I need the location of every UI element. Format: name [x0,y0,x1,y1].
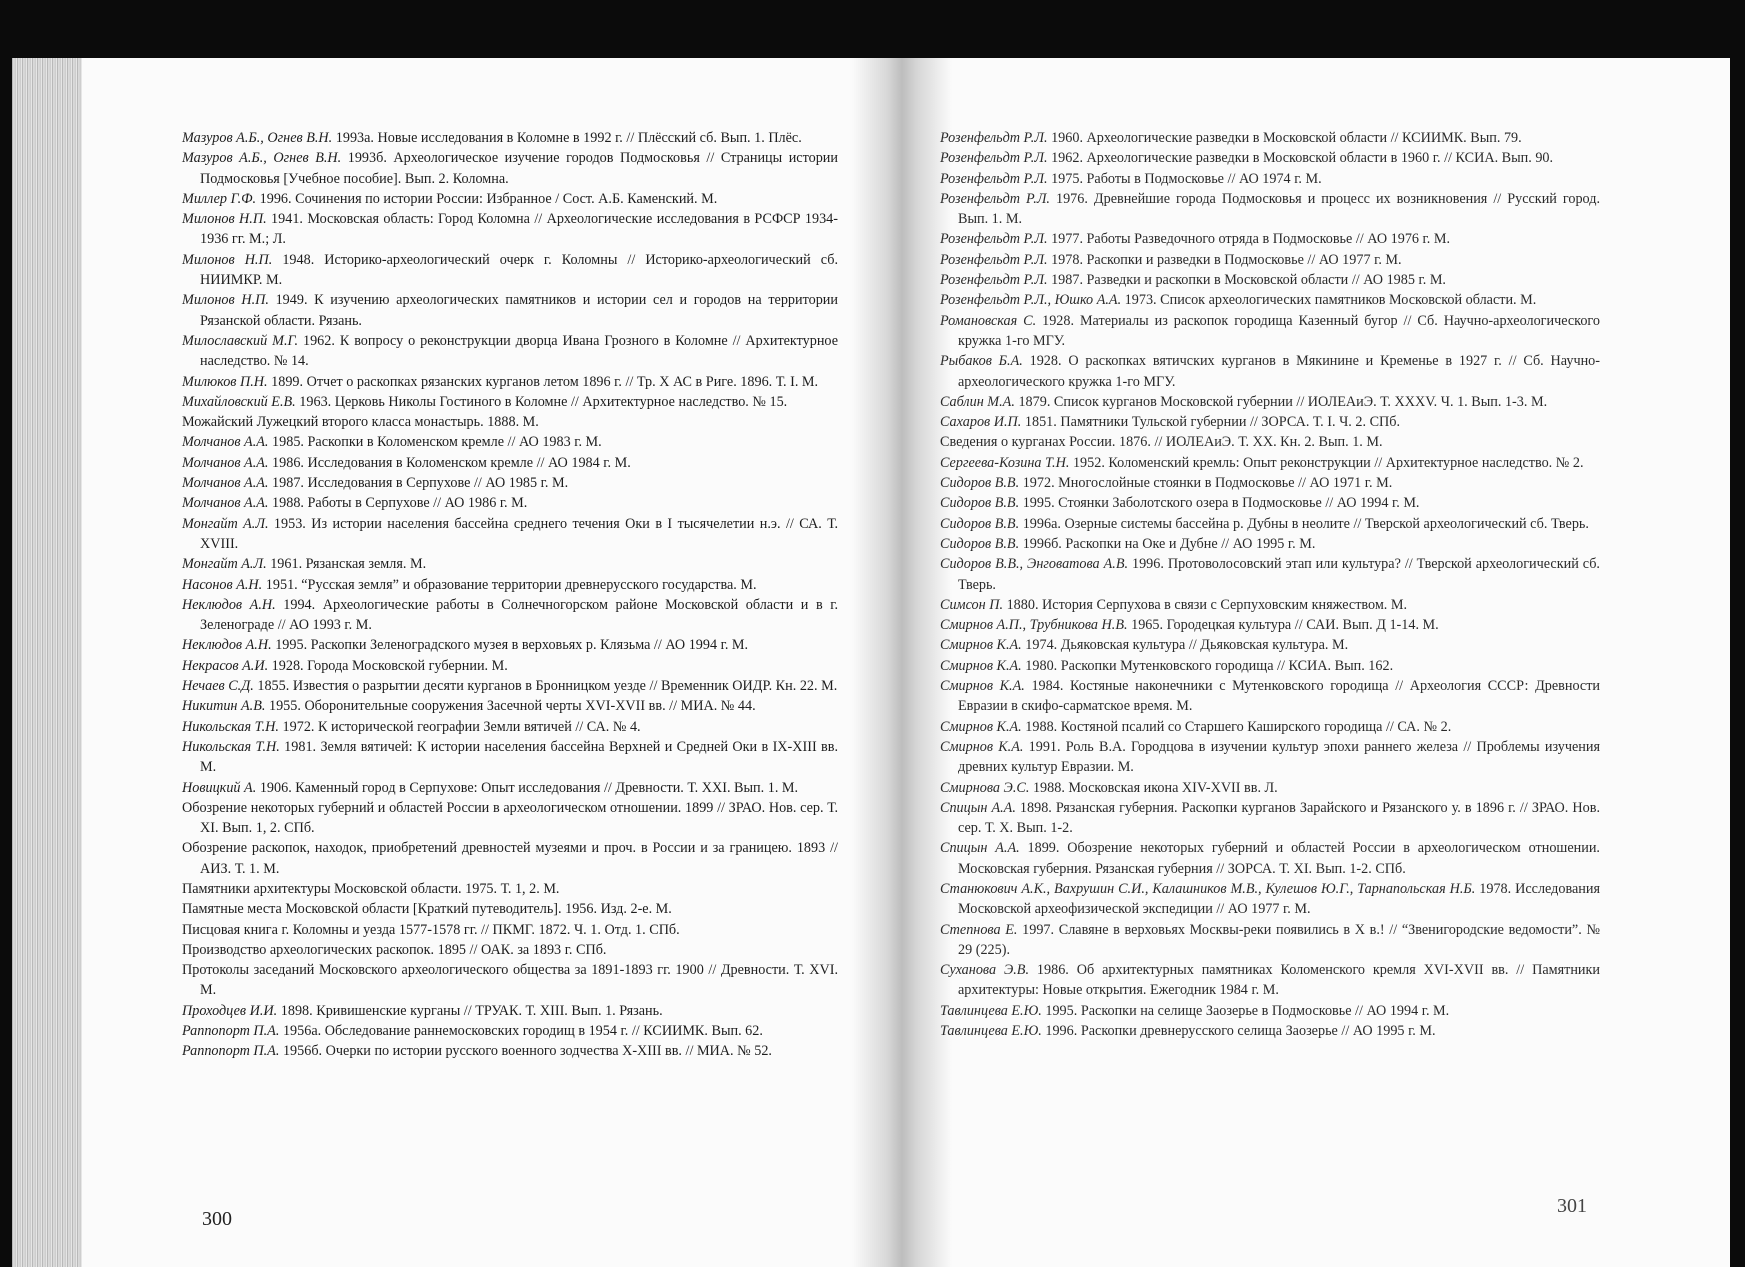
bibliography-entry [940,514,1600,534]
open-book [12,58,1730,1267]
entry-author: Сидоров В.В. [940,535,1020,552]
bibliography-entry [940,250,1600,270]
entry-author: Монгайт А.Л. [182,515,269,532]
bibliography-entry [182,412,838,432]
entry-author: Смирнов К.А. [940,678,1025,695]
entry-author: Розенфельдт Р.Л. [940,170,1048,187]
bibliography-entry [182,879,838,899]
entry-author: Сидоров В.В. [940,475,1020,492]
bibliography-entry [182,392,838,412]
entry-text: 1953. Из истории населения бассейна среднего течения Оки в I тысячелетии н.э. // СА. Т. XVIII. [200,515,838,552]
bibliography-entry [182,554,838,574]
entry-text: 1906. Каменный город в Серпухове: Опыт исследования // Древности. Т. XXI. Вып. 1. М. [256,779,799,796]
bibliography-entry [940,311,1600,352]
entry-text: 1991. Роль В.А. Городцова в изучении культур эпохи раннего железа // Проблемы изучения древних культур Евразии. М. [958,738,1600,776]
entry-author: Розенфельдт Р.Л. [940,251,1048,268]
bibliography-entry [940,676,1600,717]
entry-text: 1977. Работы Разведочного отряда в Подмосковье // АО 1976 г. М. [1047,231,1451,248]
entry-author: Сидоров В.В. [940,495,1020,512]
bibliography-entry [182,717,838,737]
entry-text: 1972. Многослойные стоянки в Подмосковье // АО 1971 г. М. [1019,475,1393,492]
bibliography-entry [182,189,838,209]
bibliography-entry [940,229,1600,249]
entry-author: Никольская Т.Н. [182,738,280,755]
entry-text: 1987. Исследования в Серпухове // АО 1985 г. М. [268,475,569,492]
entry-text: 1987. Разведки и раскопки в Московской области // АО 1985 г. М. [1047,272,1446,289]
entry-author: Насонов А.Н. [182,576,263,593]
bibliography-entry [940,270,1600,290]
entry-author: Мазуров А.Б., Огнев В.Н. [182,130,333,146]
bibliography-entry [182,656,838,676]
bibliography-entry [940,595,1600,615]
entry-author: Раппопорт П.А. [182,1023,280,1040]
entry-text: 1956а. Обследование раннемосковских городищ в 1954 г. // КСИИМК. Вып. 62. [279,1023,763,1040]
bibliography-entry [182,798,838,839]
entry-author: Милославский М.Г. [182,332,299,349]
entry-author: Тавлинцева Е.Ю. [940,1023,1042,1040]
entry-author: Спицын А.А. [940,840,1020,857]
entry-author: Неклюдов А.Н. [182,637,272,654]
entry-author: Сидоров В.В., Энговатова А.В. [940,556,1129,573]
bibliography-entry [182,940,838,960]
bibliography-entry [182,148,838,189]
entry-author: Сахаров И.П. [940,414,1022,431]
entry-text: 1949. К изучению археологических памятников и истории сел и городов на территории Рязанской области. Рязань. [200,292,838,329]
entry-text: 1996б. Раскопки на Оке и Дубне // АО 1995 г. М. [1019,535,1316,552]
bibliography-entry [940,412,1600,432]
bibliography-entry [182,960,838,1001]
bibliography-entry [940,920,1600,961]
bibliography-entry [182,575,838,595]
page-number-right: 301 [1557,1195,1587,1217]
entry-text: Производство археологических раскопок. 1895 // ОАК. за 1893 г. СПб. [182,941,607,958]
bibliography-entry [182,250,838,291]
entry-text: 1879. Список курганов Московской губернии // ИОЛЕАиЭ. Т. XXXV. Ч. 1. Вып. 1-3. М. [1014,393,1548,410]
entry-text: 1928. Города Московской губернии. М. [268,657,508,674]
entry-text: 1963. Церковь Николы Гостиного в Коломне // Архитектурное наследство. № 15. [295,393,788,410]
entry-author: Молчанов А.А. [182,475,269,492]
entry-text: Памятники архитектуры Московской области. 1975. Т. 1, 2. М. [182,880,560,897]
bibliography-entry [940,656,1600,676]
entry-author: Симсон П. [940,596,1004,613]
entry-text: Протоколы заседаний Московского археологического общества за 1891-1893 гг. 1900 // Древности. Т. XVI. М. [182,962,838,999]
entry-text: 1995. Стоянки Заболотского озера в Подмосковье // АО 1994 г. М. [1019,495,1420,512]
entry-text: 1948. Историко-археологический очерк г. Коломны // Историко-археологический сб. НИИМКР. М. [200,251,838,289]
entry-author: Тавлинцева Е.Ю. [940,1002,1042,1019]
entry-author: Романовская С. [940,312,1037,329]
entry-text: Писцовая книга г. Коломны и уезда 1577-1578 гг. // ПКМГ. 1872. Ч. 1. Отд. 1. СПб. [182,921,680,938]
bibliography-entry [182,595,838,636]
entry-text: 1995. Раскопки Зеленоградского музея в верховьях р. Клязьма // АО 1994 г. М. [271,637,749,654]
entry-text: 1960. Археологические разведки в Московской области // КСИИМК. Вып. 79. [1047,130,1522,146]
book-gutter [852,58,952,1267]
bibliography-entry [940,453,1600,473]
entry-author: Некрасов А.И. [182,657,269,674]
bibliography-entry [182,778,838,798]
entry-text: 1973. Список археологических памятников Московской области. М. [1121,292,1537,309]
bibliography-entry [182,493,838,513]
entry-text: 1996а. Озерные системы бассейна р. Дубны в неолите // Тверской археологический сб. Тверь. [1019,515,1589,532]
entry-author: Розенфельдт Р.Л. [940,272,1048,289]
entry-text: 1985. Раскопки в Коломенском кремле // АО 1983 г. М. [268,434,602,451]
bibliography-entry [940,879,1600,920]
bibliography-entry [940,189,1600,230]
entry-text: 1994. Археологические работы в Солнечногорском районе Московской области и в г. Зеленограде // АО 1993 г. М. [200,596,838,634]
entry-text: Обозрение некоторых губерний и областей России в археологическом отношении. 1899 // ЗРАО. Нов. сер. Т. XI. Вып. 1, 2. СПб. [182,799,838,837]
entry-text: 1898. Кривишенские курганы // ТРУАК. Т. XIII. Вып. 1. Рязань. [277,1002,663,1019]
bibliography-entry [182,838,838,879]
entry-author: Милонов Н.П. [182,292,269,309]
page-edges [12,58,82,1267]
entry-text: 1978. Раскопки и разведки в Подмосковье // АО 1977 г. М. [1047,251,1402,268]
bibliography-entry [182,899,838,919]
entry-author: Михайловский Е.В. [182,393,296,410]
right-page-bibliography [940,128,1600,1041]
entry-author: Сергеева-Козина Т.Н. [940,454,1070,471]
entry-text: 1962. К вопросу о реконструкции дворца Ивана Грозного в Коломне // Архитектурное наследство. № 14. [200,332,838,370]
entry-author: Рыбаков Б.А. [940,353,1023,370]
entry-author: Смирнов К.А. [940,657,1022,674]
entry-author: Станюкович А.К., Вахрушин С.И., Калашников М.В., Кулешов Ю.Г., Тарнапольская Н.Б. [940,880,1476,897]
entry-author: Молчанов А.А. [182,434,269,451]
bibliography-entry [182,696,838,716]
entry-text: 1855. Известия о разрытии десяти курганов в Бронницком уезде // Временник ОИДР. Кн. 22. М. [253,678,838,695]
entry-text: 1899. Обозрение некоторых губерний и областей России в археологическом отношении. Московская губерния. Рязанская губерния // ЗОРСА. Т. XI. Вып. 1-2. СПб. [958,840,1600,877]
entry-text: 1996. Сочинения по истории России: Избранное / Сост. А.Б. Каменский. М. [256,190,718,207]
entry-author: Никитин А.В. [182,698,266,715]
bibliography-entry [940,717,1600,737]
entry-author: Проходцев И.И. [182,1002,278,1019]
entry-text: 1961. Рязанская земля. М. [266,556,427,573]
entry-text: 1975. Работы в Подмосковье // АО 1974 г. М. [1047,170,1322,187]
entry-text: 1928. Материалы из раскопок городища Казенный бугор // Сб. Научно-археологического кружка 1-го МГУ. [958,312,1600,349]
entry-text: 1955. Оборонительные сооружения Засечной черты XVI-XVII вв. // МИА. № 44. [265,698,756,715]
entry-text: Можайский Лужецкий второго класса монастырь. 1888. М. [182,414,539,431]
entry-text: Обозрение раскопок, находок, приобретений древностей музеями и проч. в России и за границею. 1893 // АИЗ. Т. 1. М. [182,840,838,877]
entry-author: Сидоров В.В. [940,515,1020,532]
entry-text: Памятные места Московской области [Краткий путеводитель]. 1956. Изд. 2-е. М. [182,901,672,918]
entry-author: Молчанов А.А. [182,454,269,471]
bibliography-entry [182,209,838,250]
entry-text: 1880. История Серпухова в связи с Серпуховским княжеством. М. [1003,596,1408,613]
bibliography-entry [940,554,1600,595]
bibliography-entry [940,493,1600,513]
entry-author: Смирнова Э.С. [940,779,1030,796]
left-page-bibliography [182,128,838,1062]
entry-text: 1952. Коломенский кремль: Опыт реконструкции // Архитектурное наследство. № 2. [1069,454,1584,471]
bibliography-entry [182,331,838,372]
entry-text: 1986. Об архитектурных памятниках Коломенского кремля XVI-XVII вв. // Памятники архитектуры: Новые открытия. Ежегодник 1984 г. М. [958,962,1600,999]
bibliography-entry [940,351,1600,392]
bibliography-entry [940,778,1600,798]
entry-text: 1965. Городецкая культура // САИ. Вып. Д 1-14. М. [1127,617,1439,634]
entry-text: 1988. Костяной псалий со Старшего Каширского городища // СА. № 2. [1021,718,1452,735]
bibliography-entry [940,148,1600,168]
entry-author: Спицын А.А. [940,799,1016,816]
entry-text: 1941. Московская область: Город Коломна // Археологические исследования в РСФСР 1934-1936 гг. М.; Л. [200,211,838,248]
entry-author: Суханова Э.В. [940,962,1030,979]
entry-author: Смирнов А.П., Трубникова Н.В. [940,617,1128,634]
bibliography-entry [182,635,838,655]
bibliography-entry [940,169,1600,189]
entry-author: Милонов Н.П. [182,211,267,228]
entry-author: Саблин М.А. [940,393,1015,410]
entry-text: 1996. Раскопки древнерусского селища Заозерье // АО 1995 г. М. [1041,1023,1436,1040]
entry-text: 1993а. Новые исследования в Коломне в 1992 г. // Плёсский сб. Вып. 1. Плёс. [332,130,802,146]
bibliography-entry [940,128,1600,148]
entry-text: 1956б. Очерки по истории русского военного зодчества X-XIII вв. // МИА. № 52. [279,1043,772,1060]
entry-author: Монгайт А.Л. [182,556,267,573]
bibliography-entry [940,1001,1600,1021]
entry-author: Смирнов К.А. [940,637,1022,654]
entry-author: Никольская Т.Н. [182,718,279,735]
entry-text: 1993б. Археологическое изучение городов Подмосковья // Страницы истории Подмосковья [Учебное пособие]. Вып. 2. Коломна. [200,150,838,187]
entry-author: Нечаев С.Д. [182,678,254,695]
entry-text: 1995. Раскопки на селище Заозерье в Подмосковье // АО 1994 г. М. [1041,1002,1450,1019]
bibliography-entry [940,432,1600,452]
bibliography-entry [940,838,1600,879]
entry-author: Смирнов К.А. [940,718,1022,735]
bibliography-entry [940,473,1600,493]
bibliography-entry [940,960,1600,1001]
entry-text: 1996. Протоволосовский этап или культура? // Тверской археологический сб. Тверь. [958,556,1600,593]
bibliography-entry [182,514,838,555]
entry-text: 1974. Дьяковская культура // Дьяковская культура. М. [1021,637,1349,654]
entry-author: Милюков П.Н. [182,373,268,390]
entry-text: 1980. Раскопки Мутенковского городища // КСИА. Вып. 162. [1021,657,1394,674]
bibliography-entry [182,920,838,940]
entry-author: Миллер Г.Ф. [182,190,257,207]
bibliography-entry [182,128,838,148]
entry-author: Степнова Е. [940,921,1018,938]
bibliography-entry [940,392,1600,412]
entry-author: Мазуров А.Б., Огнев В.Н. [182,150,342,167]
bibliography-entry [940,798,1600,839]
entry-text: 1928. О раскопках вятичских курганов в Мякинине и Кременье в 1927 г. // Сб. Научно-археологического кружка 1-го МГУ. [958,353,1600,390]
entry-author: Розенфельдт Р.Л. [940,150,1048,167]
entry-author: Смирнов К.А. [940,738,1024,755]
entry-author: Новицкий А. [182,779,257,796]
entry-author: Розенфельдт Р.Л. [940,130,1048,146]
entry-text: 1988. Московская икона XIV-XVII вв. Л. [1029,779,1278,796]
entry-text: 1978. Исследования Московской археофизической экспедиции // АО 1977 г. М. [958,880,1600,918]
entry-text: 1986. Исследования в Коломенском кремле // АО 1984 г. М. [268,454,631,471]
bibliography-entry [182,473,838,493]
entry-text: 1851. Памятники Тульской губернии // ЗОРСА. Т. I. Ч. 2. СПб. [1021,414,1401,431]
entry-text: 1962. Археологические разведки в Московской области в 1960 г. // КСИА. Вып. 90. [1047,150,1554,167]
bibliography-entry [940,615,1600,635]
bibliography-entry [940,1021,1600,1041]
bibliography-entry [182,290,838,331]
bibliography-entry [182,1021,838,1041]
bibliography-entry [940,635,1600,655]
bibliography-entry [940,737,1600,778]
entry-text: 1972. К исторической географии Земли вятичей // СА. № 4. [278,718,641,735]
entry-text: 1988. Работы в Серпухове // АО 1986 г. М. [268,495,528,512]
entry-text: 1997. Славяне в верховьях Москвы-реки появились в X в.! // “Звенигородские ведомости”. № 29 (225). [958,921,1600,958]
entry-text: 1976. Древнейшие города Подмосковья и процесс их возникновения // Русский город. Вып. 1. М. [958,190,1600,228]
entry-author: Розенфельдт Р.Л., Юшко А.А. [940,292,1122,309]
bibliography-entry [182,1041,838,1061]
entry-text: 1899. Отчет о раскопках рязанских курганов летом 1896 г. // Тр. X АС в Риге. 1896. Т. I. М. [267,373,819,390]
bibliography-entry [182,1001,838,1021]
entry-text: 1981. Земля вятичей: К истории населения бассейна Верхней и Средней Оки в IX-XIII вв. М. [200,738,838,776]
entry-author: Розенфельдт Р.Л. [940,190,1050,207]
entry-author: Раппопорт П.А. [182,1043,280,1060]
bibliography-entry [940,290,1600,310]
bibliography-entry [182,372,838,392]
bibliography-entry [182,737,838,778]
entry-text: Сведения о курганах России. 1876. // ИОЛЕАиЭ. Т. XX. Кн. 2. Вып. 1. М. [940,434,1383,451]
bibliography-entry [182,432,838,452]
bibliography-entry [182,676,838,696]
bibliography-entry [940,534,1600,554]
entry-author: Розенфельдт Р.Л. [940,231,1048,248]
entry-author: Милонов Н.П. [182,251,273,268]
entry-text: 1898. Рязанская губерния. Раскопки курганов Зарайского и Рязанского у. в 1896 г. // ЗРАО. Нов. сер. Т. X. Вып. 1-2. [958,799,1600,837]
bibliography-entry [182,453,838,473]
entry-author: Неклюдов А.Н. [182,596,276,613]
entry-author: Молчанов А.А. [182,495,269,512]
entry-text: 1984. Костяные наконечники с Мутенковского городища // Археология СССР: Древности Евразии в скифо-сарматское время. М. [958,678,1600,715]
page-number-left: 300 [202,1208,232,1230]
entry-text: 1951. “Русская земля” и образование территории древнерусского государства. М. [262,576,757,593]
